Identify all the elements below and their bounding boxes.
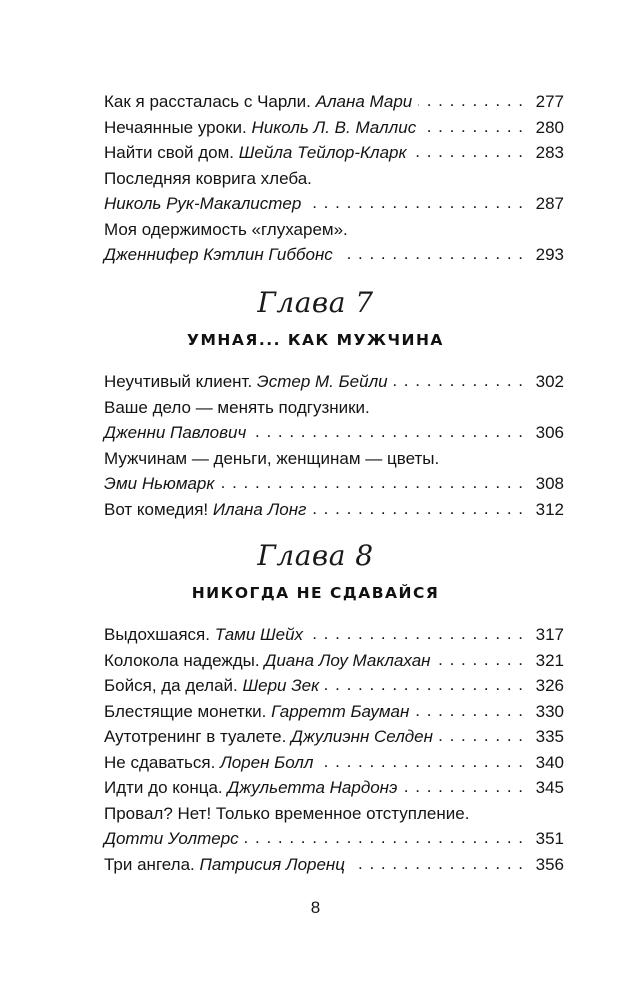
dot-leader bbox=[307, 192, 524, 209]
dot-leader bbox=[319, 751, 524, 768]
toc-entry bbox=[104, 115, 564, 141]
entry-title: Три ангела. bbox=[104, 854, 195, 874]
toc-entry bbox=[104, 369, 564, 395]
toc-section-chapter-7 bbox=[104, 369, 564, 522]
entry-title: Колокола надежды. bbox=[104, 650, 260, 670]
entry-title: Моя одержимость «глухарем». bbox=[104, 219, 348, 239]
toc-entry bbox=[104, 395, 564, 446]
entry-author: Джульетта Нардонэ bbox=[227, 778, 398, 797]
entry-author: Алана Мари bbox=[315, 92, 413, 111]
chapter-title: НИКОГДА НЕ СДАВАЙСЯ bbox=[191, 584, 440, 602]
entry-page: 340 bbox=[535, 752, 564, 772]
dot-leader bbox=[245, 827, 524, 844]
entry-page: 351 bbox=[535, 829, 564, 848]
toc-entry bbox=[104, 217, 564, 268]
entry-author: Николь Л. В. Маллис bbox=[251, 117, 417, 137]
toc-entry bbox=[104, 699, 564, 725]
dot-leader bbox=[415, 700, 524, 717]
dot-leader bbox=[312, 498, 524, 515]
entry-page: 326 bbox=[535, 676, 564, 695]
entry-page: 306 bbox=[535, 423, 564, 442]
dot-leader bbox=[325, 674, 524, 691]
entry-title: Аутотренинг в туалете. bbox=[104, 727, 287, 746]
entry-title: Мужчинам — деньги, женщинам — цветы. bbox=[104, 448, 440, 468]
toc-entry bbox=[104, 775, 564, 801]
dot-leader bbox=[418, 90, 524, 107]
dot-leader bbox=[220, 472, 524, 489]
entry-title: Идти до конца. bbox=[104, 778, 223, 797]
toc-section-chapter-8 bbox=[104, 622, 564, 877]
toc-entry bbox=[104, 622, 564, 648]
entry-title: Не сдаваться. bbox=[104, 752, 216, 772]
entry-page: 293 bbox=[535, 245, 564, 264]
entry-title: Вот комедия! bbox=[104, 499, 209, 519]
entry-author: Дотти Уолтерс bbox=[104, 829, 239, 848]
toc-section-continued bbox=[104, 89, 564, 268]
entry-title: Неучтивый клиент. bbox=[104, 372, 253, 391]
entry-page: 283 bbox=[535, 143, 564, 162]
entry-title: Блестящие монетки. bbox=[104, 701, 267, 721]
toc-entry bbox=[104, 852, 564, 878]
entry-page: 302 bbox=[535, 372, 564, 391]
entry-author: Дженнифер Кэтлин Гиббонс bbox=[104, 245, 333, 264]
entry-page: 308 bbox=[535, 474, 564, 493]
entry-author: Гарретт Бауман bbox=[271, 701, 410, 721]
page-number: 8 bbox=[310, 898, 321, 917]
dot-leader bbox=[252, 421, 524, 438]
entry-page: 356 bbox=[535, 854, 564, 874]
toc-entry bbox=[104, 673, 564, 699]
entry-page: 317 bbox=[535, 625, 564, 644]
entry-author: Дженни Павлович bbox=[104, 423, 247, 442]
toc-entry bbox=[104, 801, 564, 852]
entry-author: Шери Зек bbox=[242, 676, 320, 695]
toc-entry bbox=[104, 724, 564, 750]
dot-leader bbox=[309, 623, 524, 640]
entry-title: Выдохшаяся. bbox=[104, 625, 210, 644]
entry-author: Джулиэнн Селден bbox=[291, 727, 433, 746]
dot-leader bbox=[339, 243, 524, 260]
toc-entry bbox=[104, 750, 564, 776]
entry-author: Диана Лоу Маклахан bbox=[264, 650, 431, 670]
entry-page: 312 bbox=[535, 499, 564, 519]
chapter-label: Глава 8 bbox=[257, 539, 374, 572]
entry-page: 345 bbox=[535, 778, 564, 797]
dot-leader bbox=[437, 649, 524, 666]
entry-author: Николь Рук-Макалистер bbox=[104, 194, 302, 213]
entry-page: 330 bbox=[535, 701, 564, 721]
entry-page: 280 bbox=[535, 117, 564, 137]
entry-title: Провал? Нет! Только временное отступление. bbox=[104, 803, 470, 823]
entry-page: 287 bbox=[535, 194, 564, 213]
entry-author: Лорен Болл bbox=[220, 752, 314, 772]
entry-author: Илана Лонг bbox=[212, 499, 307, 519]
chapter-label: Глава 7 bbox=[257, 286, 374, 319]
entry-author: Патрисия Лоренц bbox=[199, 854, 346, 874]
chapter-title: УМНАЯ... КАК МУЖЧИНА bbox=[187, 331, 444, 349]
dot-leader bbox=[351, 853, 524, 870]
toc-entry bbox=[104, 140, 564, 166]
dot-leader bbox=[403, 776, 524, 793]
dot-leader bbox=[394, 370, 524, 387]
entry-page: 277 bbox=[535, 92, 564, 111]
toc-entry bbox=[104, 89, 564, 115]
toc-entry bbox=[104, 446, 564, 497]
dot-leader bbox=[413, 141, 524, 158]
entry-page: 321 bbox=[535, 650, 564, 670]
dot-leader bbox=[439, 725, 524, 742]
entry-author: Эстер М. Бейли bbox=[256, 372, 388, 391]
entry-author: Эми Ньюмарк bbox=[104, 474, 215, 493]
entry-title: Найти свой дом. bbox=[104, 143, 235, 162]
entry-title: Как я рассталась с Чарли. bbox=[104, 92, 311, 111]
toc-entry bbox=[104, 648, 564, 674]
entry-author: Шейла Тейлор-Кларк bbox=[238, 143, 407, 162]
toc-entry bbox=[104, 497, 564, 523]
dot-leader bbox=[422, 116, 524, 133]
entry-title: Нечаянные уроки. bbox=[104, 117, 247, 137]
entry-title: Бойся, да делай. bbox=[104, 676, 238, 695]
entry-page: 335 bbox=[535, 727, 564, 746]
entry-author: Тами Шейх bbox=[214, 625, 304, 644]
entry-title: Ваше дело — менять подгузники. bbox=[104, 397, 370, 417]
entry-title: Последняя коврига хлеба. bbox=[104, 168, 312, 188]
toc-entry bbox=[104, 166, 564, 217]
